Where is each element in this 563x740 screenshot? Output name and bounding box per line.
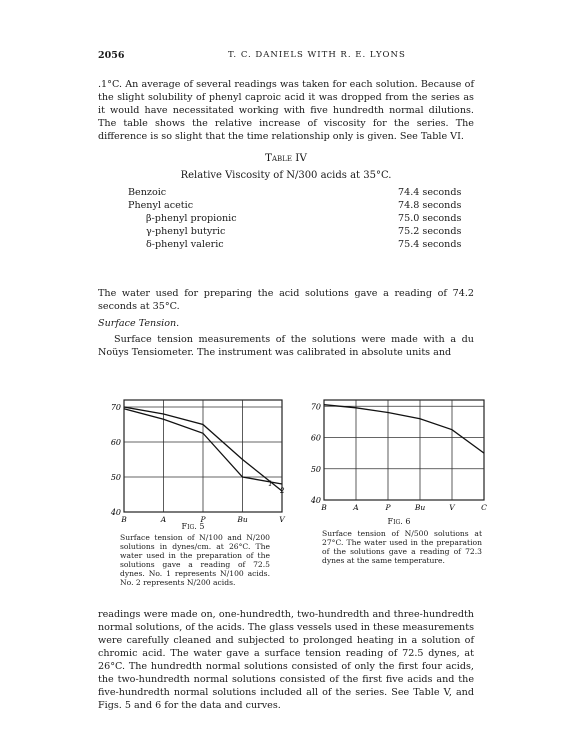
y-tick-label: 40 <box>310 496 321 505</box>
x-tick-label: Bu <box>414 503 426 512</box>
table-row <box>128 212 468 225</box>
table-cell-name: β-phenyl propionic <box>146 213 237 224</box>
x-tick-label: V <box>449 503 455 512</box>
x-tick-label: B <box>321 503 327 512</box>
table-cell-value: 74.8 seconds <box>398 200 462 211</box>
table-cell-value: 74.4 seconds <box>398 187 462 198</box>
table-row <box>128 186 468 199</box>
running-head: T. C. DANIELS WITH R. E. LYONS <box>228 50 406 60</box>
table-cell-name: Benzoic <box>128 187 167 198</box>
table-cell-value: 75.4 seconds <box>398 239 462 250</box>
table-cell-value: 75.0 seconds <box>398 213 462 224</box>
page-number: 2056 <box>98 50 125 61</box>
x-tick-label: A <box>353 503 359 512</box>
x-tick-label: B <box>121 515 127 524</box>
figure-5-chart <box>100 380 300 525</box>
paragraph-1: .1°C. An average of several readings was taken for each solution. Because of the slight solubility of phenyl caproic acid it was dropped from the series as it would have necessitated working with five hundredth normal dilutions. The table shows the relative increase of viscosity for the series. The difference is so slight that the time relationship only is given. See Table VI. <box>98 79 474 142</box>
y-tick-label: 50 <box>110 473 121 482</box>
table-label: Table IV <box>264 152 308 164</box>
y-tick-label: 70 <box>310 402 321 412</box>
series-label: 1 <box>268 480 273 488</box>
x-tick-label: Bu <box>237 515 248 524</box>
table-row <box>128 225 468 238</box>
x-tick-label: P <box>200 515 206 524</box>
fig6-caption: Surface tension of N/500 solutions at 27°C. The water used in the preparation of the solutions gave a reading of 72.3 dynes at the same temperature. <box>322 529 482 565</box>
x-tick-label: A <box>160 515 167 524</box>
y-tick-label: 50 <box>310 464 321 474</box>
y-tick-label: 70 <box>110 403 121 412</box>
x-tick-label: P <box>385 503 391 512</box>
table-cell-name: γ-phenyl butyric <box>146 226 226 237</box>
table-row <box>128 199 468 212</box>
table-row <box>128 238 468 251</box>
table-cell-value: 75.2 seconds <box>398 226 462 237</box>
figure-6-chart <box>300 388 500 518</box>
y-tick-label: 40 <box>110 508 121 517</box>
viscosity-table <box>128 186 468 251</box>
paragraph-4: readings were made on, one-hundredth, two-hundredth and three-hundredth normal solutions, of the acids. The glass vessels used in these measurements were carefully cleaned and subjected to prolonged heating in a solution of chromic acid. The water gave a surface tension reading of 72.5 dynes, at 26°C. The hundredth normal solutions consisted of only the first four acids, the two-hundredth normal solutions consisted of the first five acids and the five-hundredth normal solutions included all of the series. See Table V, and Figs. 5 and 6 for the data and curves. <box>98 609 474 711</box>
section-title: Surface Tension. <box>98 318 180 329</box>
table-title: Relative Viscosity of N/300 acids at 35°C. <box>180 170 392 181</box>
fig5-caption: Surface tension of N/100 and N/200 solutions in dynes/cm. at 26°C. The water used in the preparation of the solutions gave a reading of 72.5 dynes. No. 1 represents N/100 acids. No. 2 represents N/200 acids. <box>120 533 270 587</box>
series-line <box>324 405 484 453</box>
x-tick-label: V <box>279 515 285 524</box>
series-label: 2 <box>280 487 285 495</box>
table-cell-name: Phenyl acetic <box>128 200 194 211</box>
x-tick-label: C <box>481 503 487 512</box>
paragraph-3: Surface tension measurements of the solutions were made with a du Noüys Tensiometer. The instrument was calibrated in absolute units and <box>98 334 474 358</box>
y-tick-label: 60 <box>310 433 321 443</box>
fig5-label: Fig. 5 <box>181 522 205 531</box>
y-tick-label: 60 <box>110 438 121 447</box>
paragraph-2: The water used for preparing the acid solutions gave a reading of 74.2 seconds at 35°C. <box>98 288 474 312</box>
fig6-label: Fig. 6 <box>387 517 411 526</box>
table-cell-name: δ-phenyl valeric <box>146 239 224 250</box>
